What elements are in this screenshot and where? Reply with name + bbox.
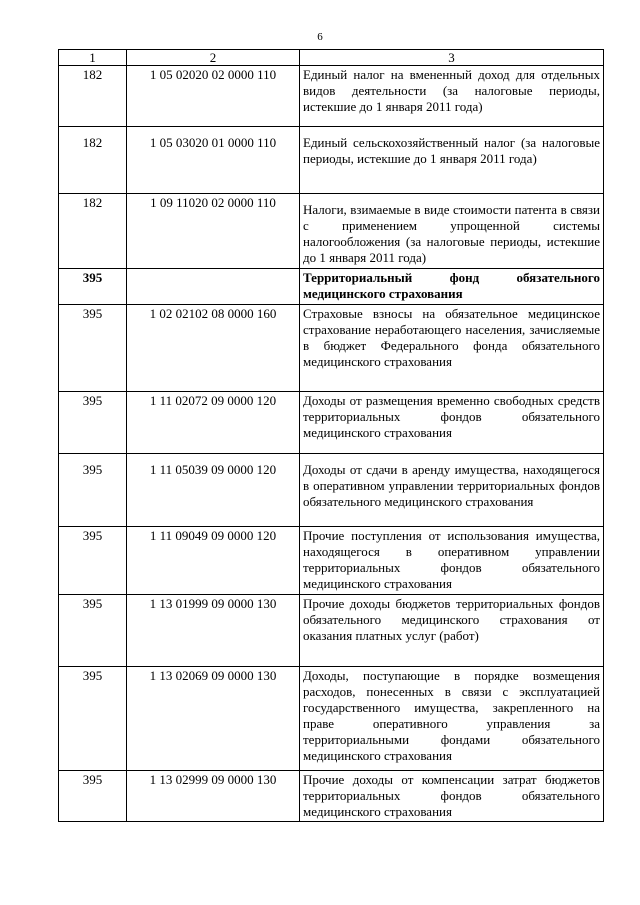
table-row (59, 454, 604, 527)
description-cell: Страховые взносы на обязательное медицинское страхование неработающего населения, зачисляемые в бюджет Федерального фонда обязательного медицинского страхования (300, 305, 604, 392)
column-header-1: 1 (59, 50, 127, 66)
budget-classification-table (58, 49, 604, 822)
table-row (59, 667, 604, 771)
admin-code-cell: 182 (59, 66, 127, 127)
table-row (59, 66, 604, 127)
table-row (59, 127, 604, 194)
description-cell: Прочие доходы бюджетов территориальных фондов обязательного медицинского страхования от оказания платных услуг (работ) (300, 595, 604, 667)
table-row (59, 771, 604, 822)
budget-code-cell: 1 09 11020 02 0000 110 (127, 194, 300, 269)
description-cell: Доходы от размещения временно свободных средств территориальных фондов обязательного медицинского страхования (300, 392, 604, 454)
budget-code-cell: 1 13 01999 09 0000 130 (127, 595, 300, 667)
budget-code-cell (127, 269, 300, 305)
description-cell: Налоги, взимаемые в виде стоимости патента в связи с применением упрощенной системы налогообложения (за налоговые периоды, истекшие до 1 января 2011 года) (300, 194, 604, 269)
table-header-row (59, 50, 604, 66)
column-header-2: 2 (127, 50, 300, 66)
admin-code-cell: 395 (59, 392, 127, 454)
admin-code-cell: 395 (59, 667, 127, 771)
section-heading-row (59, 269, 604, 305)
description-cell: Единый сельскохозяйственный налог (за налоговые периоды, истекшие до 1 января 2011 года) (300, 127, 604, 194)
admin-code-cell: 395 (59, 771, 127, 822)
description-cell: Доходы от сдачи в аренду имущества, находящегося в оперативном управлении территориальных фондов обязательного медицинского страхования (300, 454, 604, 527)
admin-code-cell: 182 (59, 127, 127, 194)
budget-code-cell: 1 13 02999 09 0000 130 (127, 771, 300, 822)
table-row (59, 194, 604, 269)
admin-code-cell: 395 (59, 595, 127, 667)
admin-code-cell: 395 (59, 305, 127, 392)
page-number: 6 (317, 31, 323, 43)
budget-code-cell: 1 11 09049 09 0000 120 (127, 527, 300, 595)
description-cell: Прочие доходы от компенсации затрат бюджетов территориальных фондов обязательного медицинского страхования (300, 771, 604, 822)
admin-code-cell: 395 (59, 527, 127, 595)
budget-code-cell: 1 11 02072 09 0000 120 (127, 392, 300, 454)
table-row (59, 527, 604, 595)
admin-code-cell: 395 (59, 269, 127, 305)
admin-code-cell: 182 (59, 194, 127, 269)
table-row (59, 392, 604, 454)
description-cell: Единый налог на вмененный доход для отдельных видов деятельности (за налоговые периоды, истекшие до 1 января 2011 года) (300, 66, 604, 127)
section-heading-cell: Территориальный фонд обязательного медицинского страхования (300, 269, 604, 305)
budget-code-cell: 1 05 02020 02 0000 110 (127, 66, 300, 127)
budget-code-cell: 1 02 02102 08 0000 160 (127, 305, 300, 392)
table-row (59, 305, 604, 392)
column-header-3: 3 (300, 50, 604, 66)
description-cell: Доходы, поступающие в порядке возмещения расходов, понесенных в связи с эксплуатацией государственного имущества, закрепленного на праве оперативного управления за территориальными фондами обязательного медицинского страхования (300, 667, 604, 771)
budget-code-cell: 1 13 02069 09 0000 130 (127, 667, 300, 771)
budget-code-cell: 1 05 03020 01 0000 110 (127, 127, 300, 194)
description-cell: Прочие поступления от использования имущества, находящегося в оперативном управлении территориальных фондов обязательного медицинского страхования (300, 527, 604, 595)
budget-code-cell: 1 11 05039 09 0000 120 (127, 454, 300, 527)
admin-code-cell: 395 (59, 454, 127, 527)
table-row (59, 595, 604, 667)
